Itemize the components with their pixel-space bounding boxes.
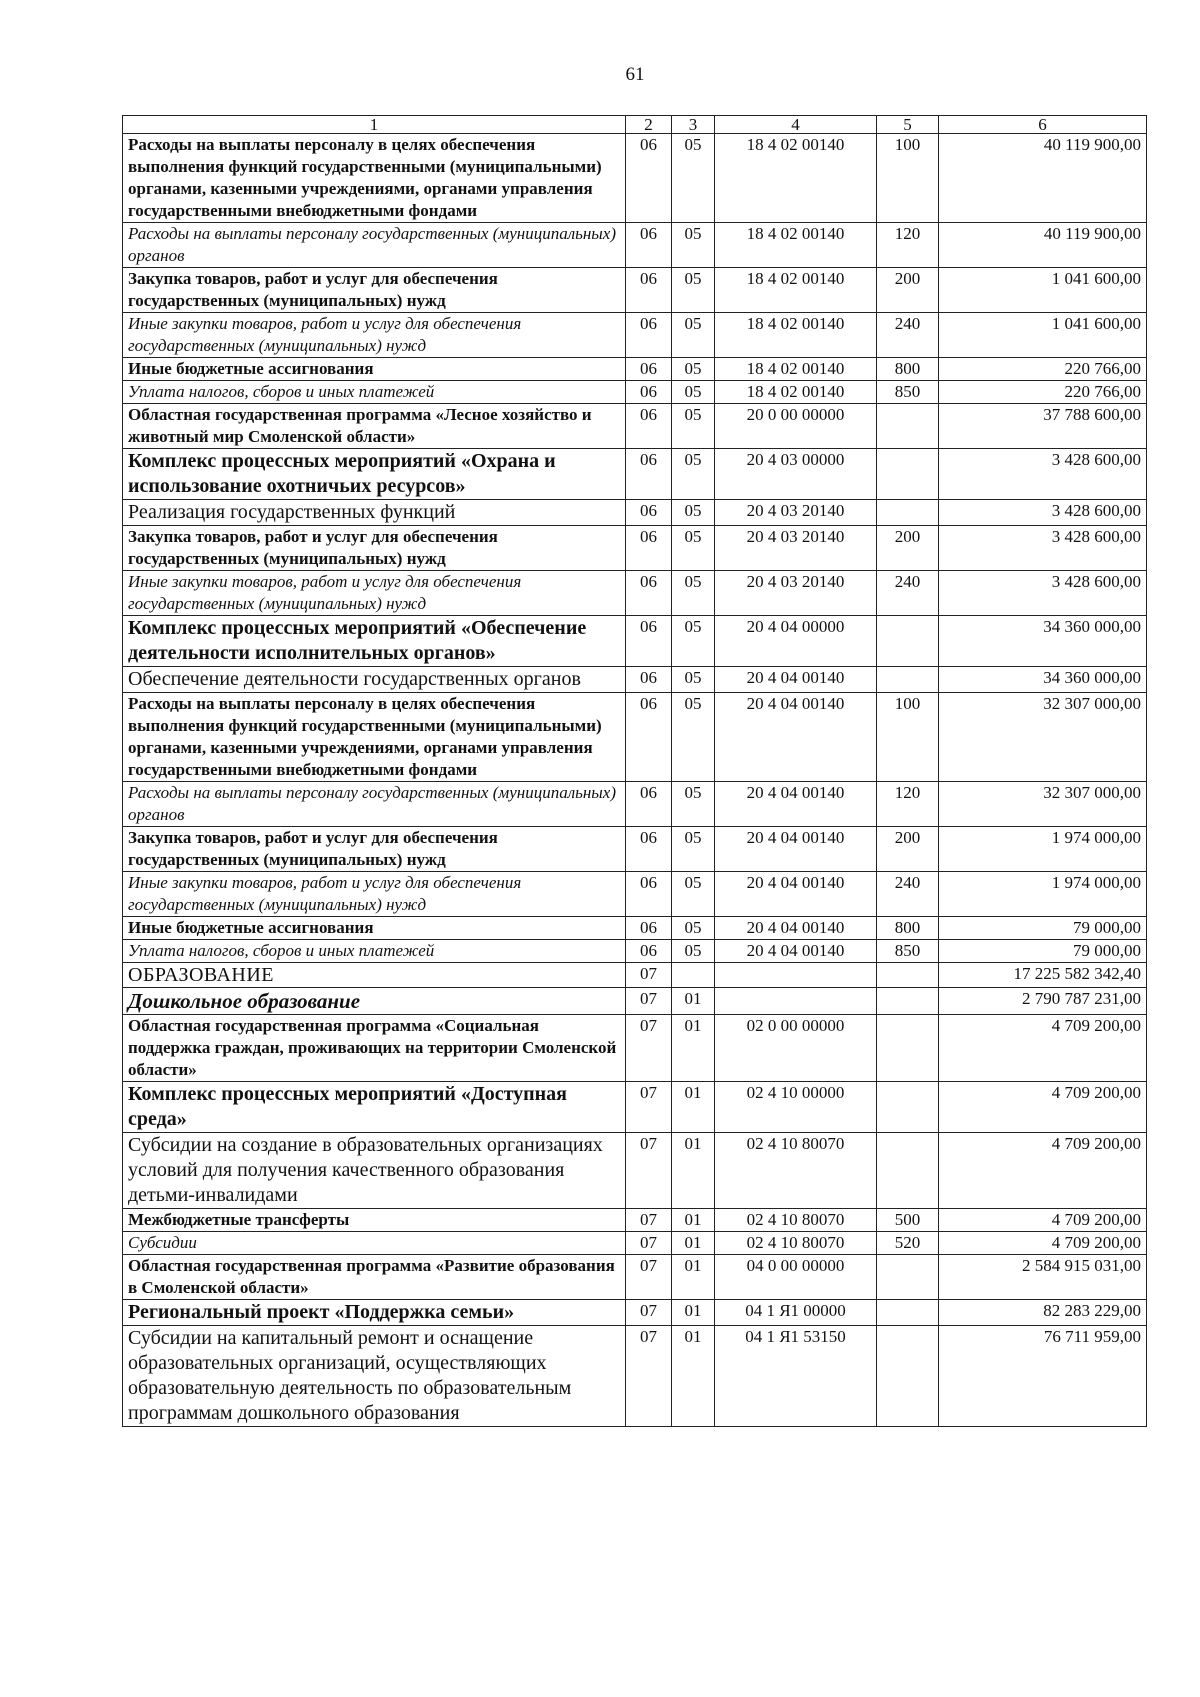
row-section-cell: 06 <box>626 693 672 782</box>
row-subsection-cell: 05 <box>672 872 715 917</box>
row-subsection-cell: 05 <box>672 827 715 872</box>
row-section-cell: 06 <box>626 268 672 313</box>
row-expense-type-cell: 120 <box>877 782 939 827</box>
row-subsection-cell: 01 <box>672 1209 715 1232</box>
row-amount-cell: 3 428 600,00 <box>939 571 1147 616</box>
row-expense-type-cell <box>877 1326 939 1427</box>
row-expense-type-cell: 200 <box>877 268 939 313</box>
row-subsection-cell: 01 <box>672 1255 715 1300</box>
row-name-cell: Закупка товаров, работ и услуг для обеспечения государственных (муниципальных) нужд <box>123 526 626 571</box>
table-row <box>123 313 1147 358</box>
row-amount-cell: 3 428 600,00 <box>939 449 1147 500</box>
row-target-code-cell <box>715 963 877 988</box>
row-name-cell: Субсидии на капитальный ремонт и оснащение образовательных организаций, осуществляющих образовательную деятельность по образовательным программам дошкольного образования <box>123 1326 626 1427</box>
row-name-cell: Региональный проект «Поддержка семьи» <box>123 1300 626 1326</box>
row-target-code-cell: 20 0 00 00000 <box>715 404 877 449</box>
row-name-cell: Уплата налогов, сборов и иных платежей <box>123 940 626 963</box>
row-target-code-cell: 04 1 Я1 53150 <box>715 1326 877 1427</box>
row-amount-cell: 40 119 900,00 <box>939 134 1147 223</box>
row-name-cell: Расходы на выплаты персоналу государственных (муниципальных) органов <box>123 223 626 268</box>
row-target-code-cell: 20 4 04 00140 <box>715 917 877 940</box>
table-row <box>123 1015 1147 1082</box>
row-target-code-cell: 02 4 10 80070 <box>715 1133 877 1209</box>
row-expense-type-cell: 120 <box>877 223 939 268</box>
row-section-cell: 06 <box>626 223 672 268</box>
row-subsection-cell: 05 <box>672 223 715 268</box>
row-subsection-cell: 05 <box>672 313 715 358</box>
row-target-code-cell: 18 4 02 00140 <box>715 313 877 358</box>
row-section-cell: 07 <box>626 1326 672 1427</box>
row-name-cell: Реализация государственных функций <box>123 500 626 526</box>
row-name-cell: Иные закупки товаров, работ и услуг для обеспечения государственных (муниципальных) нужд <box>123 313 626 358</box>
row-subsection-cell: 05 <box>672 571 715 616</box>
table-row <box>123 526 1147 571</box>
row-expense-type-cell: 100 <box>877 693 939 782</box>
row-amount-cell: 220 766,00 <box>939 381 1147 404</box>
row-amount-cell: 3 428 600,00 <box>939 526 1147 571</box>
row-target-code-cell: 20 4 04 00140 <box>715 872 877 917</box>
row-section-cell: 07 <box>626 1015 672 1082</box>
row-amount-cell: 1 974 000,00 <box>939 827 1147 872</box>
row-name-cell: Межбюджетные трансферты <box>123 1209 626 1232</box>
row-target-code-cell: 20 4 04 00140 <box>715 782 877 827</box>
table-row <box>123 358 1147 381</box>
row-name-cell: Иные закупки товаров, работ и услуг для обеспечения государственных (муниципальных) нужд <box>123 872 626 917</box>
row-name-cell: Иные закупки товаров, работ и услуг для обеспечения государственных (муниципальных) нужд <box>123 571 626 616</box>
table-row <box>123 1232 1147 1255</box>
row-subsection-cell: 05 <box>672 381 715 404</box>
row-amount-cell: 82 283 229,00 <box>939 1300 1147 1326</box>
row-subsection-cell: 05 <box>672 500 715 526</box>
row-amount-cell: 17 225 582 342,40 <box>939 963 1147 988</box>
table-row <box>123 381 1147 404</box>
table-row <box>123 500 1147 526</box>
row-amount-cell: 40 119 900,00 <box>939 223 1147 268</box>
header-col-3: 3 <box>672 116 715 134</box>
table-row <box>123 1255 1147 1300</box>
row-amount-cell: 34 360 000,00 <box>939 616 1147 667</box>
table-row <box>123 988 1147 1015</box>
table-body <box>123 134 1147 1427</box>
row-amount-cell: 76 711 959,00 <box>939 1326 1147 1427</box>
row-amount-cell: 4 709 200,00 <box>939 1209 1147 1232</box>
row-subsection-cell: 01 <box>672 1326 715 1427</box>
row-amount-cell: 2 584 915 031,00 <box>939 1255 1147 1300</box>
row-subsection-cell: 05 <box>672 782 715 827</box>
row-name-cell: Субсидии на создание в образовательных организациях условий для получения качественного образования детьми-инвалидами <box>123 1133 626 1209</box>
table-row <box>123 449 1147 500</box>
row-section-cell: 07 <box>626 1255 672 1300</box>
row-expense-type-cell <box>877 500 939 526</box>
row-target-code-cell: 18 4 02 00140 <box>715 358 877 381</box>
row-expense-type-cell: 200 <box>877 827 939 872</box>
row-name-cell: Дошкольное образование <box>123 988 626 1015</box>
row-amount-cell: 4 709 200,00 <box>939 1232 1147 1255</box>
row-expense-type-cell: 500 <box>877 1209 939 1232</box>
row-name-cell: Областная государственная программа «Лесное хозяйство и животный мир Смоленской области» <box>123 404 626 449</box>
row-name-cell: Комплекс процессных мероприятий «Доступная среда» <box>123 1082 626 1133</box>
row-subsection-cell: 05 <box>672 917 715 940</box>
page-number: 61 <box>625 64 645 85</box>
row-expense-type-cell <box>877 1133 939 1209</box>
row-expense-type-cell: 520 <box>877 1232 939 1255</box>
row-target-code-cell: 20 4 03 20140 <box>715 500 877 526</box>
table-row <box>123 667 1147 693</box>
row-target-code-cell: 20 4 04 00000 <box>715 616 877 667</box>
row-expense-type-cell: 200 <box>877 526 939 571</box>
row-subsection-cell: 01 <box>672 1133 715 1209</box>
row-subsection-cell: 01 <box>672 1082 715 1133</box>
table-row <box>123 223 1147 268</box>
row-target-code-cell: 20 4 03 00000 <box>715 449 877 500</box>
row-target-code-cell: 02 4 10 00000 <box>715 1082 877 1133</box>
row-expense-type-cell: 800 <box>877 358 939 381</box>
row-expense-type-cell <box>877 667 939 693</box>
row-expense-type-cell <box>877 963 939 988</box>
row-name-cell: Областная государственная программа «Социальная поддержка граждан, проживающих на территории Смоленской области» <box>123 1015 626 1082</box>
row-amount-cell: 34 360 000,00 <box>939 667 1147 693</box>
row-section-cell: 07 <box>626 1082 672 1133</box>
row-subsection-cell: 01 <box>672 988 715 1015</box>
row-section-cell: 06 <box>626 616 672 667</box>
row-subsection-cell: 05 <box>672 693 715 782</box>
table-row <box>123 404 1147 449</box>
row-target-code-cell: 20 4 04 00140 <box>715 827 877 872</box>
row-target-code-cell: 18 4 02 00140 <box>715 223 877 268</box>
row-subsection-cell: 05 <box>672 616 715 667</box>
table-row <box>123 1300 1147 1326</box>
row-subsection-cell: 05 <box>672 667 715 693</box>
row-name-cell: Закупка товаров, работ и услуг для обеспечения государственных (муниципальных) нужд <box>123 268 626 313</box>
row-name-cell: Субсидии <box>123 1232 626 1255</box>
table-row <box>123 940 1147 963</box>
row-section-cell: 06 <box>626 872 672 917</box>
row-target-code-cell: 02 4 10 80070 <box>715 1232 877 1255</box>
row-section-cell: 06 <box>626 404 672 449</box>
row-section-cell: 07 <box>626 1300 672 1326</box>
row-target-code-cell <box>715 988 877 1015</box>
row-amount-cell: 1 041 600,00 <box>939 313 1147 358</box>
row-name-cell: Закупка товаров, работ и услуг для обеспечения государственных (муниципальных) нужд <box>123 827 626 872</box>
row-name-cell: Иные бюджетные ассигнования <box>123 917 626 940</box>
header-col-1: 1 <box>123 116 626 134</box>
header-col-4: 4 <box>715 116 877 134</box>
row-subsection-cell: 05 <box>672 449 715 500</box>
row-section-cell: 06 <box>626 782 672 827</box>
row-expense-type-cell <box>877 404 939 449</box>
row-subsection-cell: 05 <box>672 526 715 571</box>
table-row <box>123 1133 1147 1209</box>
row-section-cell: 07 <box>626 1209 672 1232</box>
row-section-cell: 06 <box>626 381 672 404</box>
row-name-cell: ОБРАЗОВАНИЕ <box>123 963 626 988</box>
row-name-cell: Комплекс процессных мероприятий «Охрана и использование охотничьих ресурсов» <box>123 449 626 500</box>
row-target-code-cell: 18 4 02 00140 <box>715 268 877 313</box>
row-subsection-cell: 05 <box>672 358 715 381</box>
row-expense-type-cell: 240 <box>877 313 939 358</box>
row-name-cell: Обеспечение деятельности государственных органов <box>123 667 626 693</box>
row-name-cell: Областная государственная программа «Развитие образования в Смоленской области» <box>123 1255 626 1300</box>
table-row <box>123 782 1147 827</box>
row-subsection-cell: 01 <box>672 1015 715 1082</box>
row-amount-cell: 1 041 600,00 <box>939 268 1147 313</box>
row-section-cell: 06 <box>626 526 672 571</box>
table-row <box>123 1326 1147 1427</box>
row-target-code-cell: 02 4 10 80070 <box>715 1209 877 1232</box>
header-col-5: 5 <box>877 116 939 134</box>
row-name-cell: Расходы на выплаты персоналу в целях обеспечения выполнения функций государственными (муниципальными) органами, казенными учреждениями, органами управления государственными внебюджетными фондами <box>123 693 626 782</box>
row-name-cell: Комплекс процессных мероприятий «Обеспечение деятельности исполнительных органов» <box>123 616 626 667</box>
row-expense-type-cell: 240 <box>877 872 939 917</box>
row-subsection-cell <box>672 963 715 988</box>
table-row <box>123 693 1147 782</box>
row-subsection-cell: 05 <box>672 404 715 449</box>
row-amount-cell: 79 000,00 <box>939 917 1147 940</box>
row-section-cell: 06 <box>626 667 672 693</box>
row-target-code-cell: 18 4 02 00140 <box>715 134 877 223</box>
row-section-cell: 07 <box>626 1133 672 1209</box>
row-expense-type-cell: 240 <box>877 571 939 616</box>
row-expense-type-cell <box>877 1255 939 1300</box>
table-row <box>123 571 1147 616</box>
row-amount-cell: 3 428 600,00 <box>939 500 1147 526</box>
row-section-cell: 06 <box>626 449 672 500</box>
row-amount-cell: 32 307 000,00 <box>939 693 1147 782</box>
row-expense-type-cell: 100 <box>877 134 939 223</box>
budget-table <box>122 115 1147 1427</box>
row-target-code-cell: 20 4 04 00140 <box>715 940 877 963</box>
table-row <box>123 1209 1147 1232</box>
row-target-code-cell: 20 4 03 20140 <box>715 571 877 616</box>
row-expense-type-cell <box>877 988 939 1015</box>
row-target-code-cell: 04 0 00 00000 <box>715 1255 877 1300</box>
row-amount-cell: 4 709 200,00 <box>939 1133 1147 1209</box>
row-name-cell: Расходы на выплаты персоналу в целях обеспечения выполнения функций государственными (муниципальными) органами, казенными учреждениями, органами управления государственными внебюджетными фондами <box>123 134 626 223</box>
row-expense-type-cell: 850 <box>877 940 939 963</box>
row-expense-type-cell <box>877 449 939 500</box>
row-subsection-cell: 01 <box>672 1232 715 1255</box>
table-row <box>123 827 1147 872</box>
table-row <box>123 1082 1147 1133</box>
row-section-cell: 06 <box>626 313 672 358</box>
row-expense-type-cell: 850 <box>877 381 939 404</box>
row-expense-type-cell <box>877 1082 939 1133</box>
table-row <box>123 268 1147 313</box>
row-target-code-cell: 18 4 02 00140 <box>715 381 877 404</box>
row-section-cell: 07 <box>626 1232 672 1255</box>
row-target-code-cell: 20 4 04 00140 <box>715 693 877 782</box>
row-target-code-cell: 20 4 03 20140 <box>715 526 877 571</box>
row-section-cell: 06 <box>626 500 672 526</box>
row-amount-cell: 2 790 787 231,00 <box>939 988 1147 1015</box>
row-name-cell: Уплата налогов, сборов и иных платежей <box>123 381 626 404</box>
table-header-row <box>123 116 1147 134</box>
row-amount-cell: 220 766,00 <box>939 358 1147 381</box>
table-row <box>123 134 1147 223</box>
table-row <box>123 963 1147 988</box>
table-row <box>123 917 1147 940</box>
row-amount-cell: 4 709 200,00 <box>939 1082 1147 1133</box>
row-section-cell: 06 <box>626 917 672 940</box>
row-name-cell: Расходы на выплаты персоналу государственных (муниципальных) органов <box>123 782 626 827</box>
row-expense-type-cell <box>877 1015 939 1082</box>
row-section-cell: 06 <box>626 571 672 616</box>
row-amount-cell: 32 307 000,00 <box>939 782 1147 827</box>
row-section-cell: 06 <box>626 827 672 872</box>
row-subsection-cell: 05 <box>672 940 715 963</box>
row-amount-cell: 37 788 600,00 <box>939 404 1147 449</box>
row-expense-type-cell: 800 <box>877 917 939 940</box>
row-subsection-cell: 05 <box>672 268 715 313</box>
row-amount-cell: 1 974 000,00 <box>939 872 1147 917</box>
row-section-cell: 06 <box>626 134 672 223</box>
row-expense-type-cell <box>877 616 939 667</box>
row-name-cell: Иные бюджетные ассигнования <box>123 358 626 381</box>
row-section-cell: 06 <box>626 940 672 963</box>
row-target-code-cell: 04 1 Я1 00000 <box>715 1300 877 1326</box>
row-expense-type-cell <box>877 1300 939 1326</box>
table-row <box>123 872 1147 917</box>
table-row <box>123 616 1147 667</box>
row-section-cell: 07 <box>626 963 672 988</box>
row-amount-cell: 4 709 200,00 <box>939 1015 1147 1082</box>
row-amount-cell: 79 000,00 <box>939 940 1147 963</box>
header-col-6: 6 <box>939 116 1147 134</box>
row-target-code-cell: 02 0 00 00000 <box>715 1015 877 1082</box>
row-target-code-cell: 20 4 04 00140 <box>715 667 877 693</box>
row-section-cell: 06 <box>626 358 672 381</box>
row-subsection-cell: 05 <box>672 134 715 223</box>
row-subsection-cell: 01 <box>672 1300 715 1326</box>
row-section-cell: 07 <box>626 988 672 1015</box>
header-col-2: 2 <box>626 116 672 134</box>
